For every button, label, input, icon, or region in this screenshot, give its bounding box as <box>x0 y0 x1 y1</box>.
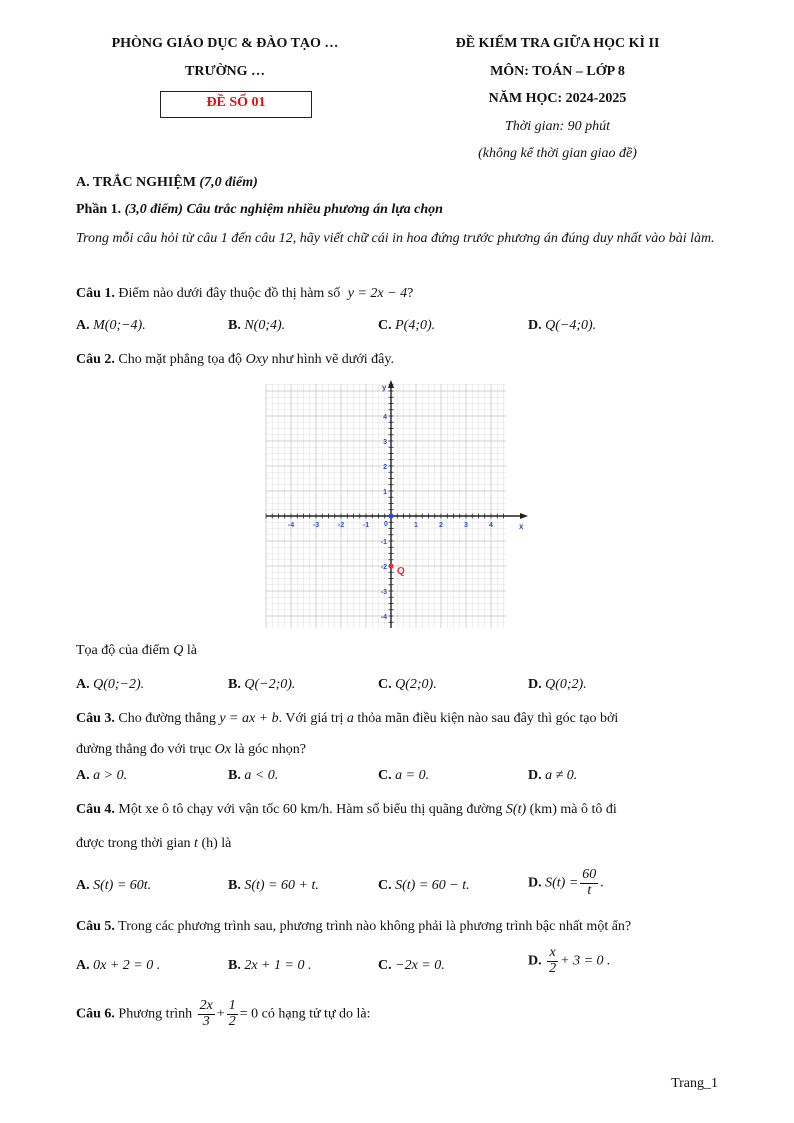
part1-title: Phần 1. <box>76 202 122 217</box>
option-key: D. <box>528 953 542 969</box>
y-axis-label: y <box>382 383 387 392</box>
option-value: S(t) = 60t. <box>93 878 152 893</box>
question-end: ? <box>407 286 414 301</box>
q5-option-d[interactable] <box>528 946 611 976</box>
option-key: C. <box>378 318 392 333</box>
formula: Oxy <box>245 352 269 367</box>
unit-h: (h) <box>201 836 218 851</box>
q3-option-a[interactable] <box>76 768 127 784</box>
equals-zero: = 0 <box>239 1006 259 1022</box>
function-s: S(t) <box>505 802 527 817</box>
department-name: PHÒNG GIÁO DỤC & ĐÀO TẠO … <box>111 36 339 51</box>
formula: y = ax + b <box>219 711 279 726</box>
followup-text: Tọa độ của điểm <box>76 643 170 658</box>
question-text: Một xe ô tô chạy với vận tốc <box>118 802 280 817</box>
option-value: S(t) = 60 + t. <box>244 878 319 893</box>
option-value: M(0;−4). <box>93 318 146 333</box>
coordinate-graph <box>262 380 532 632</box>
denominator: t <box>587 882 592 898</box>
option-key: B. <box>228 958 241 973</box>
followup-end: là <box>186 643 197 658</box>
question-text: là góc nhọn? <box>234 742 307 757</box>
question-1 <box>76 286 413 302</box>
option-key: C. <box>378 768 392 783</box>
question-text: Trong các phương trình sau, phương trình nào không phải là phương trình bậc nhất một ẩn? <box>118 919 632 934</box>
part1-desc: (3,0 điểm) Câu trắc nghiệm nhiều phương án lựa chọn <box>124 202 443 217</box>
option-value: a ≠ 0. <box>545 768 578 783</box>
y-tick-label: -4 <box>380 614 387 621</box>
option-key: B. <box>228 677 241 692</box>
option-key: B. <box>228 768 241 783</box>
x-tick-label: -4 <box>287 522 295 529</box>
y-tick-label: 3 <box>383 439 387 446</box>
variable-t: t <box>194 836 198 851</box>
option-value-prefix: S(t) = <box>545 875 579 891</box>
numerator: 2x <box>199 998 213 1013</box>
option-value: a > 0. <box>93 768 128 783</box>
q2-followup <box>76 643 197 659</box>
plus-sign: + <box>216 1006 225 1022</box>
option-key: A. <box>76 768 90 783</box>
q5-option-a[interactable] <box>76 958 160 974</box>
question-6 <box>76 999 371 1029</box>
question-text-2: như hình vẽ dưới đây. <box>271 352 394 367</box>
fraction-1 <box>198 999 215 1029</box>
numerator: x <box>547 946 558 962</box>
numerator: 60 <box>582 867 597 882</box>
origin-point <box>388 513 393 518</box>
formula: y = 2x − 4 <box>347 286 408 301</box>
x-tick-label: 4 <box>489 522 493 529</box>
y-tick-label: 4 <box>383 414 387 421</box>
duration-note: (không kể thời gian giao đề) <box>478 146 637 161</box>
part1-heading <box>76 202 443 218</box>
x-tick-label: 1 <box>414 522 418 529</box>
question-text-b: . Với giá trị <box>278 711 344 726</box>
q2-option-c[interactable] <box>378 677 437 693</box>
option-key: D. <box>528 677 542 692</box>
x-tick-label: 2 <box>439 522 443 529</box>
question-text: là <box>221 836 232 851</box>
x-tick-label: -2 <box>337 522 345 529</box>
y-tick-label: -3 <box>380 589 387 596</box>
option-value: S(t) = 60 − t. <box>395 878 470 893</box>
question-label: Câu 6. <box>76 1006 115 1022</box>
denominator: 3 <box>202 1013 210 1029</box>
option-value: −2x = 0. <box>395 958 445 973</box>
y-tick-label: -2 <box>380 564 387 571</box>
option-key: A. <box>76 958 90 973</box>
x-tick-label: 3 <box>464 522 468 529</box>
option-key: A. <box>76 318 90 333</box>
school-name: TRƯỜNG … <box>185 64 265 79</box>
q4-option-c[interactable] <box>378 878 470 894</box>
question-text: Điểm nào dưới đây thuộc đồ thị hàm số <box>118 286 341 301</box>
numerator: 1 <box>228 998 236 1013</box>
question-4-line2 <box>76 836 231 852</box>
option-key: A. <box>76 677 90 692</box>
exam-title: ĐỀ KIỂM TRA GIỮA HỌC KÌ II <box>455 36 660 51</box>
section-a-title: A. TRẮC NGHIỆM <box>76 175 196 190</box>
question-3-line2 <box>76 742 306 758</box>
q1-option-c[interactable] <box>378 318 435 334</box>
followup-var: Q <box>173 643 184 658</box>
option-value: Q(−4;0). <box>545 318 597 333</box>
question-text: Cho mặt phẳng tọa độ <box>118 352 243 367</box>
q2-option-b[interactable] <box>228 677 295 693</box>
option-value-suffix: . <box>600 875 604 891</box>
x-axis-arrow <box>520 513 528 519</box>
option-key: C. <box>378 958 392 973</box>
fraction <box>580 868 598 898</box>
question-text-c: mà ô tô đi <box>560 802 617 817</box>
question-text-b: . Hàm số biểu thị quãng đường <box>329 802 503 817</box>
y-tick-label: -1 <box>380 539 387 546</box>
x-tick-label: -3 <box>312 522 320 529</box>
option-value: Q(−2;0). <box>244 677 296 692</box>
part1-instruction: Trong mỗi câu hỏi từ câu 1 đến câu 12, hãy viết chữ cái in hoa đứng trước phương án đúng duy nhất vào bài làm. <box>76 231 715 246</box>
variable-a: a <box>346 711 354 726</box>
subject: MÔN: TOÁN – LỚP 8 <box>490 64 625 79</box>
axis-ox: Ox <box>214 742 231 757</box>
q3-option-b[interactable] <box>228 768 278 784</box>
speed-value: 60 km/h <box>282 802 330 817</box>
option-key: D. <box>528 768 542 783</box>
q4-option-a[interactable] <box>76 878 151 894</box>
question-label: Câu 1. <box>76 286 115 301</box>
exam-duration: Thời gian: 90 phút <box>504 119 611 134</box>
denominator: 2 <box>228 1013 236 1029</box>
section-a-heading <box>76 175 258 191</box>
question-text: Cho đường thẳng <box>118 711 216 726</box>
y-tick-label: 1 <box>383 489 387 496</box>
q3-option-d[interactable] <box>528 768 577 784</box>
option-value: Q(0;2). <box>545 677 587 692</box>
question-text-b: có hạng tử tự do là: <box>261 1006 371 1022</box>
school-year: NĂM HỌC: 2024-2025 <box>488 91 627 106</box>
question-label: Câu 2. <box>76 352 115 367</box>
option-key: C. <box>378 878 392 893</box>
question-5 <box>76 919 631 935</box>
option-key: D. <box>528 875 542 891</box>
option-value: 2x + 1 = 0 . <box>244 958 312 973</box>
option-value: a < 0. <box>244 768 279 783</box>
option-key: A. <box>76 878 90 893</box>
option-value: P(4;0). <box>395 318 436 333</box>
y-tick-label: 2 <box>383 464 387 471</box>
point-q-label: Q <box>397 566 405 577</box>
fraction-2 <box>227 999 238 1029</box>
question-text: được trong thời gian <box>76 836 191 851</box>
page-number: Trang_1 <box>671 1076 718 1091</box>
option-value: N(0;4). <box>244 318 286 333</box>
question-label: Câu 3. <box>76 711 115 726</box>
question-4 <box>76 802 617 818</box>
question-3 <box>76 711 718 727</box>
option-value: Q(0;−2). <box>93 677 145 692</box>
option-key: C. <box>378 677 392 692</box>
option-value-suffix: + 3 = 0 . <box>560 953 611 969</box>
y-axis-arrow <box>388 380 394 388</box>
option-value: 0x + 2 = 0 . <box>93 958 161 973</box>
x-axis-label: x <box>519 522 524 531</box>
exam-code-box: ĐỀ SỐ 01 <box>160 91 312 118</box>
q2-option-a[interactable] <box>76 677 144 693</box>
q5-option-b[interactable] <box>228 958 311 974</box>
q3-option-c[interactable] <box>378 768 429 784</box>
option-key: B. <box>228 878 241 893</box>
origin-label: 0 <box>384 521 388 528</box>
question-label: Câu 5. <box>76 919 115 934</box>
point-q <box>388 563 393 568</box>
question-label: Câu 4. <box>76 802 115 817</box>
q5-option-c[interactable] <box>378 958 445 974</box>
q1-option-a[interactable] <box>76 318 146 334</box>
q4-option-d[interactable] <box>528 868 604 898</box>
denominator: 2 <box>549 960 557 976</box>
q2-option-d[interactable] <box>528 677 587 693</box>
question-text: Phương trình <box>118 1006 193 1022</box>
q1-option-b[interactable] <box>228 318 285 334</box>
question-text: đường thẳng đo với trục <box>76 742 212 757</box>
unit-km: (km) <box>529 802 557 817</box>
x-tick-label: -1 <box>362 522 370 529</box>
question-2 <box>76 352 394 368</box>
q4-option-b[interactable] <box>228 878 319 894</box>
option-key: D. <box>528 318 542 333</box>
option-key: B. <box>228 318 241 333</box>
section-a-points: (7,0 điểm) <box>199 175 258 190</box>
q1-option-d[interactable] <box>528 318 596 334</box>
option-value: a = 0. <box>395 768 430 783</box>
question-text-c: thỏa mãn điều kiện nào sau đây thì góc tạo bởi <box>357 711 619 726</box>
option-value: Q(2;0). <box>395 677 437 692</box>
fraction <box>547 946 558 976</box>
